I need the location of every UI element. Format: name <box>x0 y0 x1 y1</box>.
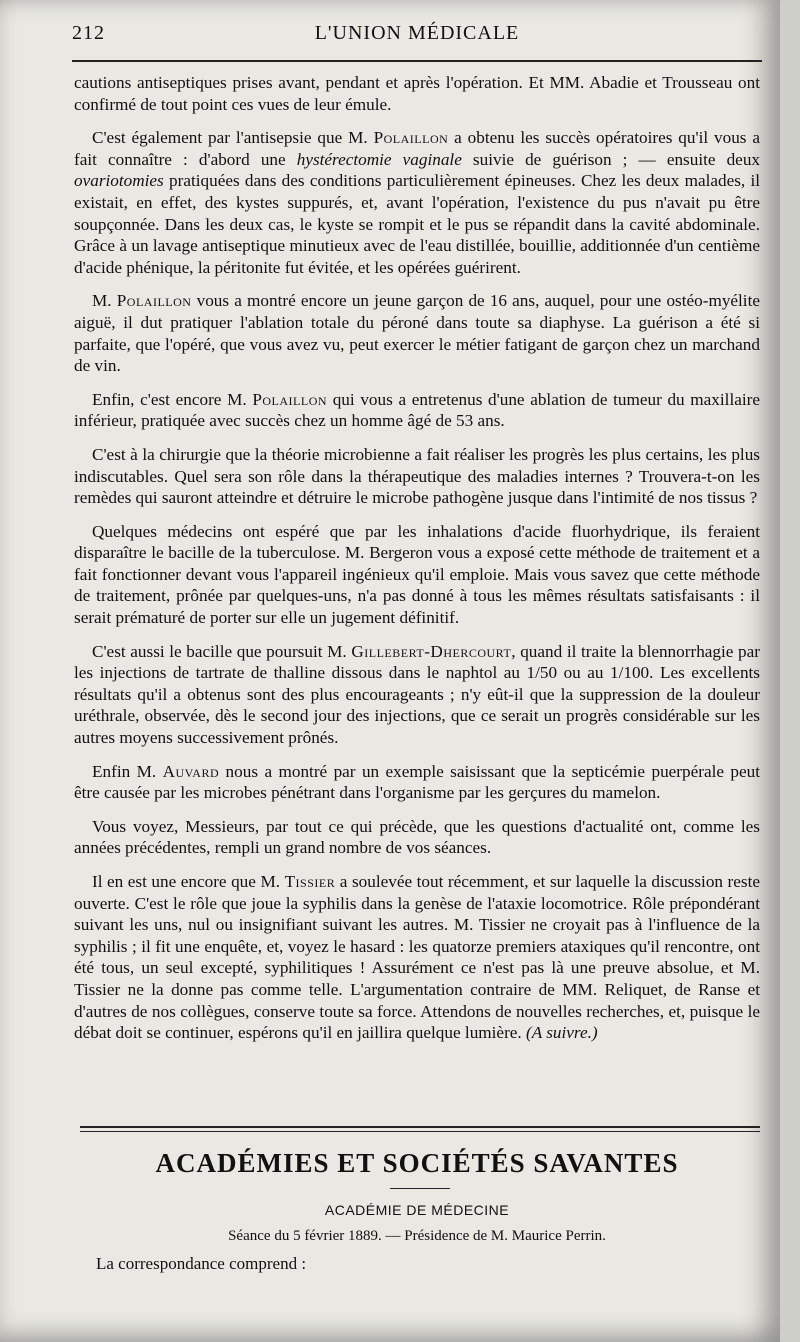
author-name: Tissier <box>284 872 336 891</box>
author-name: Polaillon <box>373 128 449 148</box>
article-body <box>74 72 760 1044</box>
article-paragraph <box>74 127 760 278</box>
author-name: Gillebert-Dhercourt <box>351 641 512 661</box>
italic-term: hystérectomie vaginale <box>296 149 462 169</box>
author-name: Polaillon <box>116 291 192 311</box>
article-paragraph <box>74 290 760 376</box>
text-run: vous a montré encore un jeune garçon de 16 ans, auquel, pour une ostéo-myélite aiguë, il dut pratiquer l'ablation totale du péroné dans toute sa diaphyse. La guérison a été si parfaite, que l'opéré, que vous avez vu, peut exercer le métier fatigant de garçon chez un marchand de vin. <box>74 291 760 376</box>
article-paragraph: C'est à la chirurgie que la théorie microbienne a fait réaliser les progrès les plus certains, les plus indiscutables. Quel sera son rôle dans la thérapeutique des maladies internes ? Trouvera-t-on les remèdes qui sauront atteindre et détruire le microbe pathogène jusque dans l'intimité de nos tissus ? <box>74 444 760 508</box>
article-paragraph <box>74 871 760 1044</box>
session-line: Séance du 5 février 1889. — Présidence de M. Maurice Perrin. <box>228 1228 606 1244</box>
article-paragraph <box>74 389 760 432</box>
italic-term: (A suivre.) <box>526 1023 598 1043</box>
text-run: Enfin, c'est encore M. <box>92 389 253 409</box>
text-run: nous a montré par un exemple saisissant que la septicémie puerpérale peut être causée par les microbes pénétrant dans l'organisme par les gerçures du mamelon. <box>74 761 760 803</box>
article-paragraph: cautions antiseptiques prises avant, pendant et après l'opération. Et MM. Abadie et Trousseau ont confirmé de tout point ces vues de leur émule. <box>74 73 760 114</box>
text-run: , quand il traite la blennorrhagie par les injections de tartrate de thalline dissous dans le naphtol au 1/50 ou au 1/100. Les excellents résultats qu'il a obtenus sont des plus encourageants ; n'y eût-il que la suppression de la douleur uréthrale, observée, dès le second jour des injections, que ce serait un progrès considérable sur les autres moyens successivement prônés. <box>74 641 760 748</box>
author-name: Auvard <box>162 761 220 781</box>
correspondence-line: La correspondance comprend : <box>96 1254 307 1273</box>
article-paragraph: Vous voyez, Messieurs, par tout ce qui précède, que les questions d'actualité ont, comme les années précédentes, rempli un grand nombre de vos séances. <box>74 816 760 858</box>
italic-term: ovariotomies <box>74 171 164 191</box>
author-name: Polaillon <box>252 389 328 409</box>
article-paragraph <box>74 761 760 804</box>
text-run: pratiquées dans des conditions particulièrement épineuses. Chez les deux malades, il existait, en effet, des kystes suppurés, et, avant l'opération, l'existence du pus n'avait pu être soupçonnée. Dans les deux cas, le kyste se rompit et le pus se répandit dans la cavité abdominale. Grâce à un lavage antiseptique minutieux avec de l'eau distillée, bouillie, additionnée d'un centième d'acide phénique, la péritonite fut évitée, et les opérées guérirent. <box>74 171 760 277</box>
header-rule <box>72 60 762 62</box>
text-run: C'est également par l'antisepsie que M. <box>92 128 374 148</box>
text-run: C'est aussi le bacille que poursuit M. <box>92 641 352 661</box>
text-run: suivie de guérison ; — ensuite deux <box>461 149 761 169</box>
text-run: Il en est une encore que M. <box>92 872 285 891</box>
section-subtitle: ACADÉMIE DE MÉDECINE <box>324 1202 510 1218</box>
text-run: a obtenu les succès opératoires qu'il vous a fait connaître : d'abord une <box>74 128 760 169</box>
text-run: Enfin M. <box>92 761 163 781</box>
title-rule <box>390 1188 450 1189</box>
page-number: 212 <box>72 22 105 44</box>
page-header <box>72 22 762 52</box>
article-paragraph: Quelques médecins ont espéré que par les inhalations d'acide fluorhydrique, ils feraient disparaître le bacille de la tuberculose. M. Bergeron vous a exposé cette méthode de traitement et a fait fonctionner devant vous l'appareil ingénieux qu'il emploie. Mais vous savez que cette méthode de traitement, prônée par quelques-uns, n'a pas donné à tous les mêmes résultats satisfaisants : il serait prématuré de porter sur elle un jugement définitif. <box>74 521 760 628</box>
section-divider <box>80 1126 760 1128</box>
section-title: ACADÉMIES ET SOCIÉTÉS SAVANTES <box>155 1148 679 1178</box>
text-run: a soulevée tout récemment, et sur laquelle la discussion reste ouverte. C'est le rôle que joue la syphilis dans la genèse de l'ataxie locomotrice. Rôle prépondérant suivant les uns, nul ou insignifiant suivant les autres. M. Tissier ne croyait pas à l'influence de la syphilis ; il fit une enquête, et, voyez le hasard : les quatorze premiers ataxiques qu'il rencontre, ont été tous, un seul excepté, syphilitiques ! Assurément ce n'est pas là une preuve absolue, et M. Tissier ne la donne pas comme telle. L'argumentation contraire de MM. Reliquet, de Ranse et d'autres de nos collègues, conserve toute sa force. Attendons de nouvelles recherches, et, puisque le débat doit se continuer, espérons qu'il en jaillira quelque lumière. <box>74 872 760 1043</box>
text-run: M. <box>92 291 117 311</box>
section-divider-thin <box>80 1131 760 1132</box>
article-paragraph <box>74 641 760 749</box>
text-run: qui vous a entretenus d'une ablation de tumeur du maxillaire inférieur, pratiquée avec succès chez un homme âgé de 53 ans. <box>74 389 760 431</box>
running-title: L'UNION MÉDICALE <box>314 22 520 44</box>
